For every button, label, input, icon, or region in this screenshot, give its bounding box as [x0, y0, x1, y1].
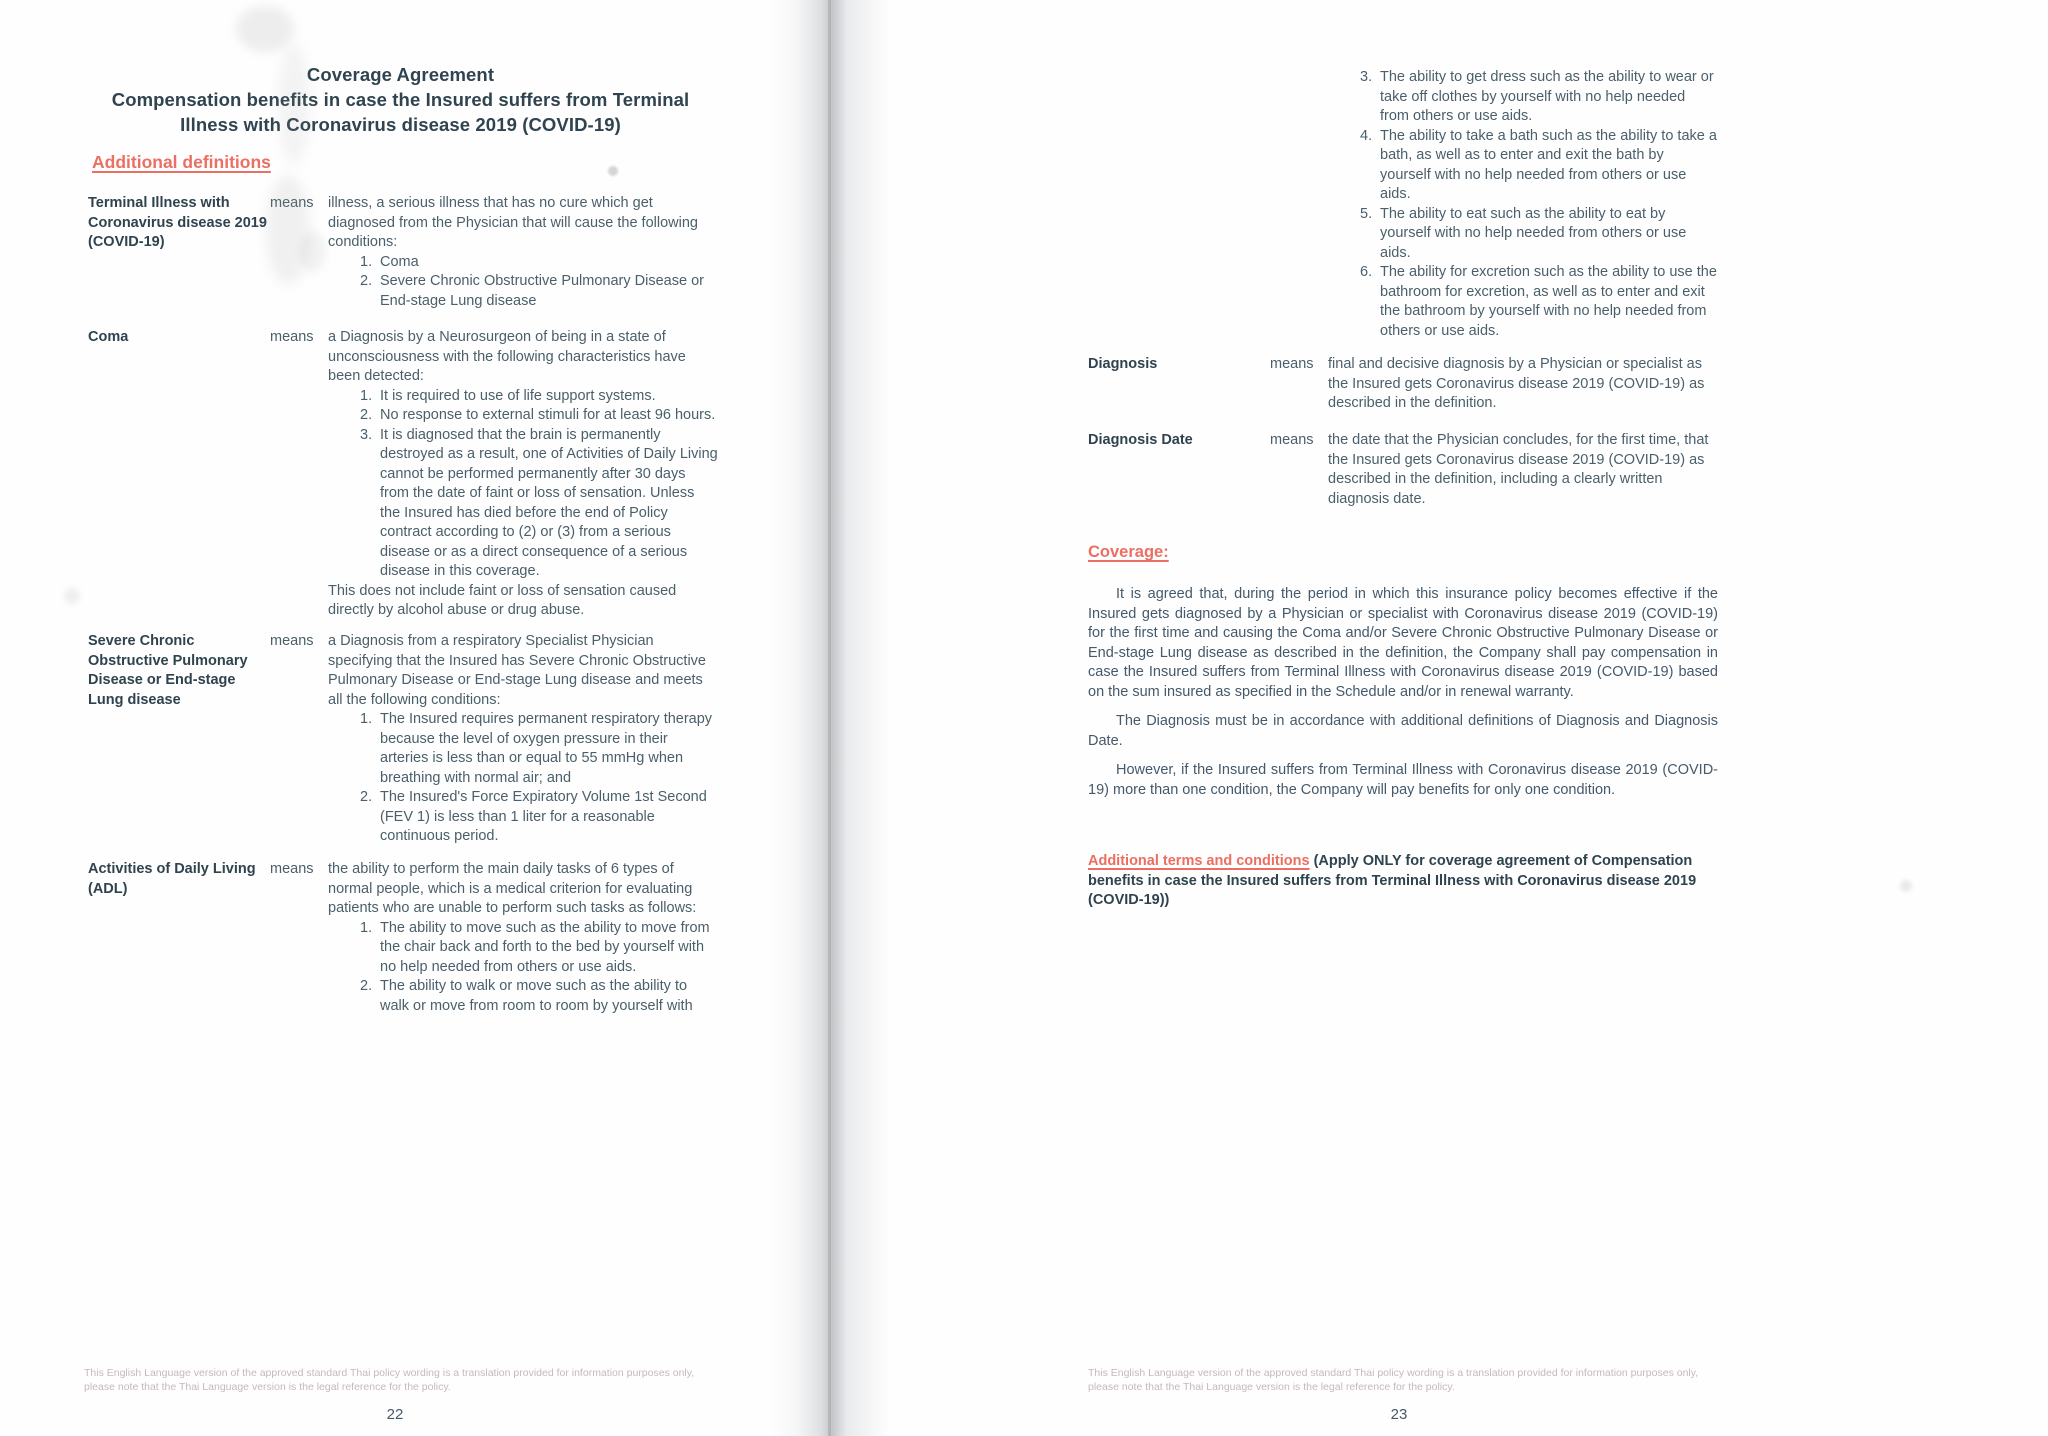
coverage-paragraph: It is agreed that, during the period in which this insurance policy becomes effective if the Insured gets diagnosed by a Physician or specialist with Coronavirus disease 2019 (COVID-19) for the first time and causing the Coma and/or Severe Chronic Obstructive Pulmonary Disease or End-stage Lung disease as described in the definition, the Company shall pay compensation in case the Insured suffers from Terminal Illness with Coronavirus disease 2019 (COVID-19) based on the sum insured as specified in the Schedule and/or in renewal warranty. [1088, 586, 1718, 700]
definition-means-label: means [270, 861, 314, 877]
list-item [1360, 205, 1718, 264]
definition-body [328, 632, 718, 847]
list-item-number: 5. [1360, 205, 1373, 222]
definition-row [88, 194, 718, 311]
adl-continued-block [1088, 68, 1718, 341]
list-item-text: The ability to eat such as the ability to eat by yourself with no help needed from others or use aids. [1380, 205, 1687, 261]
list-item-text: The ability for excretion such as the ability to use the bathroom for excretion, as well as to enter and exit the bathroom by yourself with no help needed from others or use aids. [1380, 264, 1717, 339]
page-title [88, 62, 713, 137]
definition-body-text: final and decisive diagnosis by a Physician or specialist as the Insured gets Coronavirus disease 2019 (COVID-19) as described in the definition. [1328, 356, 1705, 411]
scan-artifact [608, 166, 618, 176]
definition-term: Diagnosis [1088, 356, 1158, 372]
definition-means-label: means [1270, 356, 1314, 372]
list-item-number: 4. [1360, 127, 1373, 144]
definition-means-label: means [270, 195, 314, 211]
definition-body-text: a Diagnosis by a Neurosurgeon of being in a state of unconsciousness with the following characteristics have been detected: [328, 329, 686, 384]
definition-body-text: the date that the Physician concludes, for the first time, that the Insured gets Coronavirus disease 2019 (COVID-19) as described in the definition, including a clearly written diagnosis date. [1328, 432, 1709, 507]
title-line-1: Coverage Agreement [306, 64, 495, 85]
list-item [360, 788, 718, 847]
page-number: 22 [386, 1406, 404, 1423]
definition-sublist [328, 919, 718, 1017]
list-item [360, 919, 718, 978]
list-item-text: It is diagnosed that the brain is permanently destroyed as a result, one of Activities of Daily Living cannot be performed permanently after 30 days from the date of faint or loss of sensation. Unless the Insured has died before the end of Policy contract according to (2) or (3) from a serious disease or as a direct consequence of a serious disease in this coverage. [380, 426, 718, 579]
list-item [360, 426, 718, 582]
definition-row [1088, 431, 1718, 509]
page-number: 23 [1390, 1406, 1408, 1423]
definition-body-text: illness, a serious illness that has no cure which get diagnosed from the Physician that will cause the following conditions: [328, 195, 698, 250]
list-item-text: The ability to move such as the ability to move from the chair back and forth to the bed by yourself with no help needed from others or use aids. [380, 919, 710, 975]
definition-term: Terminal Illness with Coronavirus disease 2019 (COVID-19) [88, 195, 267, 250]
list-item-text: The Insured requires permanent respiratory therapy because the level of oxygen pressure in their arteries is less than or equal to 55 mmHg when breathing with normal air; and [380, 711, 713, 786]
list-item [1360, 127, 1718, 205]
list-item-text: The Insured's Force Expiratory Volume 1st Second (FEV 1) is less than 1 liter for a reasonable continuous period. [380, 789, 707, 844]
definition-body [1328, 68, 1718, 341]
definition-row [1088, 355, 1718, 414]
additional-terms-note [1088, 852, 1718, 911]
list-item [1360, 263, 1718, 341]
definition-body [328, 328, 718, 621]
page-right [1024, 0, 2048, 1436]
footer-disclaimer: This English Language version of the approved standard Thai policy wording is a translation provided for information purposes only, please note that the Thai Language version is the legal reference for the policy. [84, 1367, 695, 1393]
additional-terms-body: (Apply ONLY for coverage agreement of Compensation benefits in case the Insured suffers from Terminal Illness with Coronavirus disease 2019 (COVID-19)) [1088, 853, 1697, 908]
scan-artifact [1900, 880, 1912, 892]
list-item [360, 387, 718, 407]
list-item [360, 406, 718, 426]
definition-row [88, 860, 718, 1016]
adl-sublist [1328, 68, 1718, 341]
list-item-number: 6. [1360, 264, 1373, 280]
definition-term: Diagnosis Date [1088, 432, 1193, 448]
definition-sublist [328, 253, 718, 312]
definition-sublist [328, 387, 718, 582]
section-heading-additional-definitions: Additional definitions [92, 152, 271, 172]
definition-tail-text: This does not include faint or loss of sensation caused directly by alcohol abuse or drug abuse. [328, 582, 677, 618]
list-item-number: 1. [360, 387, 373, 404]
scan-artifact [236, 6, 294, 52]
definition-body [1328, 431, 1718, 509]
definition-term: Activities of Daily Living (ADL) [88, 861, 256, 897]
list-item-text: The ability to take a bath such as the ability to take a bath, as well as to enter and exit the bath by yourself with no help needed from others or use aids. [1380, 127, 1717, 202]
scan-artifact [64, 588, 80, 604]
list-item-number: 1. [360, 919, 373, 936]
list-item-text: The ability to walk or move such as the ability to walk or move from room to room by yourself with [380, 978, 693, 1014]
definition-term: Coma [88, 329, 129, 345]
title-line-2: Compensation benefits in case the Insured suffers from Terminal Illness with Coronavirus disease 2019 (COVID-19) [111, 89, 690, 135]
definition-body-text: a Diagnosis from a respiratory Specialist Physician specifying that the Insured has Severe Chronic Obstructive Pulmonary Disease or End-stage Lung disease and meets all the following conditions: [328, 633, 706, 708]
list-item [1360, 68, 1718, 127]
list-item-text: The ability to get dress such as the ability to wear or take off clothes by yourself with no help needed from others or use aids. [1380, 69, 1714, 124]
list-item-number: 2. [360, 789, 373, 805]
list-item-text: No response to external stimuli for at least 96 hours. [380, 407, 716, 423]
list-item-number: 2. [360, 407, 373, 423]
definition-body [328, 860, 718, 1016]
definition-means-label: means [1270, 432, 1314, 448]
definition-row [88, 328, 718, 621]
list-item [360, 977, 718, 1016]
list-item [360, 253, 718, 273]
list-item-number: 3. [1360, 69, 1373, 85]
section-heading-coverage: Coverage: [1088, 543, 1169, 561]
additional-terms-heading: Additional terms and conditions [1088, 853, 1310, 869]
definition-body [328, 194, 718, 311]
definition-term: Severe Chronic Obstructive Pulmonary Disease or End-stage Lung disease [88, 633, 248, 708]
definition-row [88, 632, 718, 847]
list-item-text: Coma [380, 253, 419, 270]
list-item-number: 2. [360, 273, 373, 289]
definition-means-label: means [270, 633, 314, 649]
coverage-paragraph: The Diagnosis must be in accordance with additional definitions of Diagnosis and Diagnosis Date. [1088, 713, 1718, 749]
definition-body-text: the ability to perform the main daily tasks of 6 types of normal people, which is a medical criterion for evaluating patients who are unable to perform such tasks as follows: [328, 861, 697, 916]
coverage-paragraph: However, if the Insured suffers from Terminal Illness with Coronavirus disease 2019 (COVID-19) more than one condition, the Company will pay benefits for only one condition. [1088, 762, 1718, 798]
definition-body [1328, 355, 1718, 414]
list-item-number: 3. [360, 426, 373, 443]
definition-means-label: means [270, 329, 314, 345]
list-item [360, 272, 718, 311]
coverage-paragraphs [1088, 585, 1718, 800]
list-item-number: 1. [360, 711, 373, 727]
list-item-text: It is required to use of life support systems. [380, 387, 656, 404]
list-item-number: 1. [360, 253, 373, 270]
footer-disclaimer: This English Language version of the approved standard Thai policy wording is a translation provided for information purposes only, please note that the Thai Language version is the legal reference for the policy. [1088, 1367, 1699, 1393]
list-item-number: 2. [360, 978, 373, 994]
list-item [360, 710, 718, 788]
list-item-text: Severe Chronic Obstructive Pulmonary Disease or End-stage Lung disease [380, 273, 704, 309]
definition-sublist [328, 710, 718, 847]
